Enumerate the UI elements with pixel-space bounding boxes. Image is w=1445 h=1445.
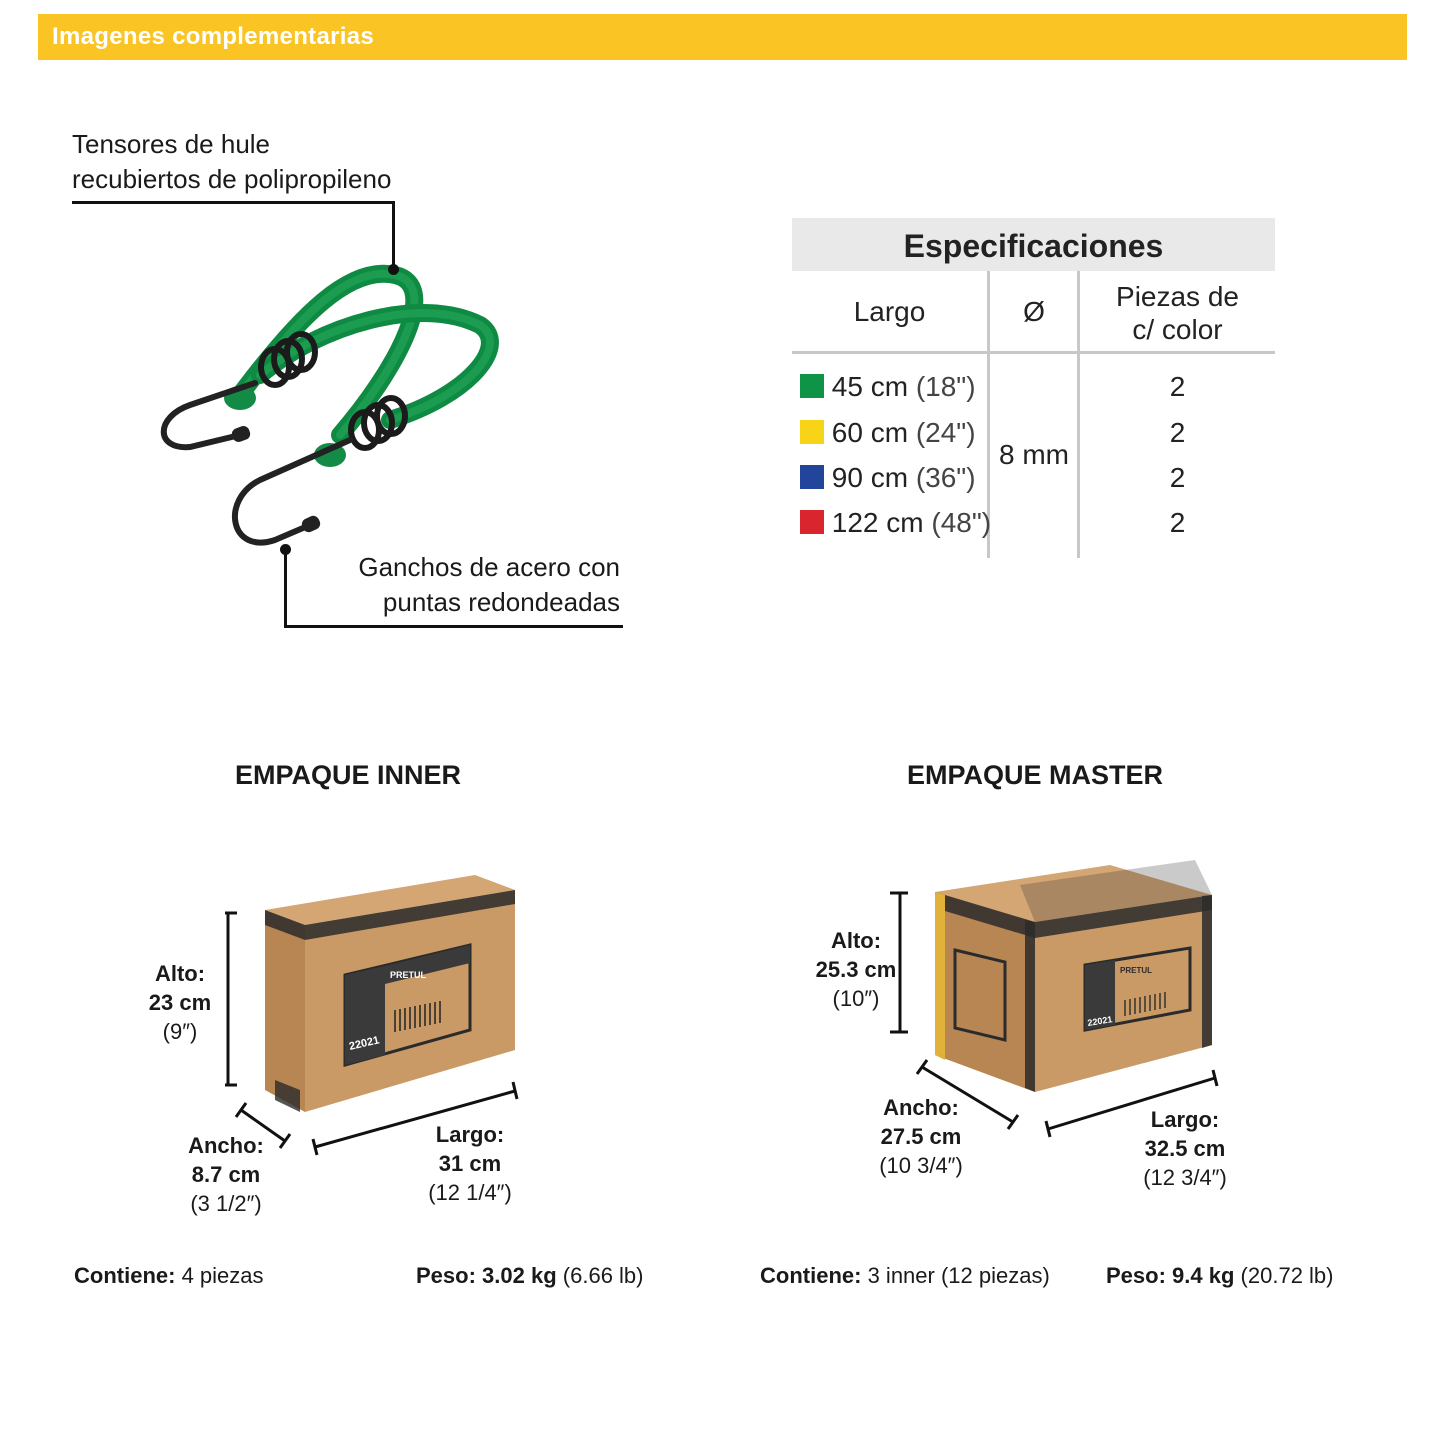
inner-title: EMPAQUE INNER [234,760,462,790]
swatch-green [800,374,824,398]
specs-row-122-in: (48") [931,507,992,538]
specs-col-piezas-line2: c/ color [1132,314,1223,345]
master-ancho-label: Ancho: [883,1095,959,1120]
specs-piezas-45: 2 [1169,371,1186,402]
inner-contiene-label: Contiene: [74,1263,176,1288]
specs-row-122 [800,503,991,543]
callout-cord-line2: recubiertos de polipropileno [72,164,392,194]
inner-largo-cm: 31 cm [438,1151,502,1176]
master-alto-label: Alto: [830,928,882,953]
inner-largo-in: (12 1/4″) [428,1180,512,1205]
callout-hook [300,550,620,620]
inner-ancho-in: (3 1/2″) [190,1191,262,1216]
callout-cord [72,127,391,197]
inner-box-brand: PRETUL [390,970,426,980]
swatch-yellow [800,420,824,444]
specs-col-piezas-line1: Piezas de [1116,281,1239,312]
master-box-brand: PRETUL [1120,966,1152,975]
master-largo-cm: 32.5 cm [1144,1136,1226,1161]
inner-peso [416,1263,644,1289]
callout-cord-line1: Tensores de hule [72,129,271,159]
header-title: Imagenes complementarias [52,23,375,50]
specs-row-45-in: (18") [915,371,976,402]
inner-box-code: 22021 [347,1034,381,1053]
master-ancho-cm: 27.5 cm [880,1124,962,1149]
callout-hook-leader-h [284,625,623,628]
callout-hook-line1: Ganchos de acero con [358,552,620,582]
master-largo-in: (12 3/4″) [1143,1165,1227,1190]
master-peso-kg: 9.4 kg [1172,1263,1235,1288]
specs-row-45-cm: 45 cm [831,371,909,402]
callout-cord-dot [388,264,399,275]
master-alto-in: (10″) [832,986,880,1011]
specs-row-90-in: (36") [915,462,976,493]
inner-alto-cm: 23 cm [148,990,212,1015]
master-alto-cm: 25.3 cm [815,957,897,982]
specs-col-piezas [1080,280,1275,346]
inner-peso-lb: (6.66 lb) [562,1263,644,1288]
master-contiene [760,1263,1050,1289]
callout-cord-leader-v [392,201,395,269]
specs-row-90-cm: 90 cm [831,462,909,493]
master-peso [1106,1263,1334,1289]
swatch-red [800,510,824,534]
specs-piezas-90: 2 [1169,462,1186,493]
master-ancho [866,1093,976,1180]
inner-alto-label: Alto: [154,961,206,986]
inner-largo [420,1120,520,1207]
specs-col-diameter: Ø [1023,296,1045,327]
master-box-code: 22021 [1086,1014,1114,1028]
master-peso-label: Peso: [1106,1263,1166,1288]
specs-row-90 [800,458,976,498]
inner-ancho [176,1131,276,1218]
master-title: EMPAQUE MASTER [906,760,1163,790]
callout-cord-leader-h [72,201,395,204]
specs-piezas-60: 2 [1169,417,1186,448]
inner-alto-in: (9″) [162,1019,198,1044]
bungee-cord-illustration [150,255,520,565]
inner-ancho-cm: 8.7 cm [191,1162,261,1187]
callout-hook-leader-v [284,548,287,628]
specs-title: Especificaciones [792,218,1275,271]
specs-row-45 [800,367,976,407]
inner-contiene-value: 4 piezas [181,1263,264,1288]
inner-alto [130,959,230,1046]
specs-col-largo: Largo [853,296,926,327]
specs-header-divider [792,351,1275,354]
inner-largo-label: Largo: [435,1122,505,1147]
inner-ancho-label: Ancho: [188,1133,264,1158]
master-largo [1130,1105,1240,1192]
swatch-blue [800,465,824,489]
master-ancho-in: (10 3/4″) [879,1153,963,1178]
specs-row-122-cm: 122 cm [831,507,924,538]
master-contiene-value: 3 inner (12 piezas) [867,1263,1050,1288]
specs-row-60 [800,413,976,453]
master-peso-lb: (20.72 lb) [1240,1263,1334,1288]
callout-hook-line2: puntas redondeadas [382,587,620,617]
inner-peso-label: Peso: [416,1263,476,1288]
master-contiene-label: Contiene: [760,1263,862,1288]
inner-contiene [74,1263,264,1289]
specs-row-60-in: (24") [915,417,976,448]
master-alto [806,926,906,1013]
inner-peso-kg: 3.02 kg [482,1263,557,1288]
master-largo-label: Largo: [1150,1107,1220,1132]
header-banner [38,14,1407,60]
specs-piezas-122: 2 [1169,507,1186,538]
specs-row-60-cm: 60 cm [831,417,909,448]
specs-diameter-value: 8 mm [999,439,1069,470]
